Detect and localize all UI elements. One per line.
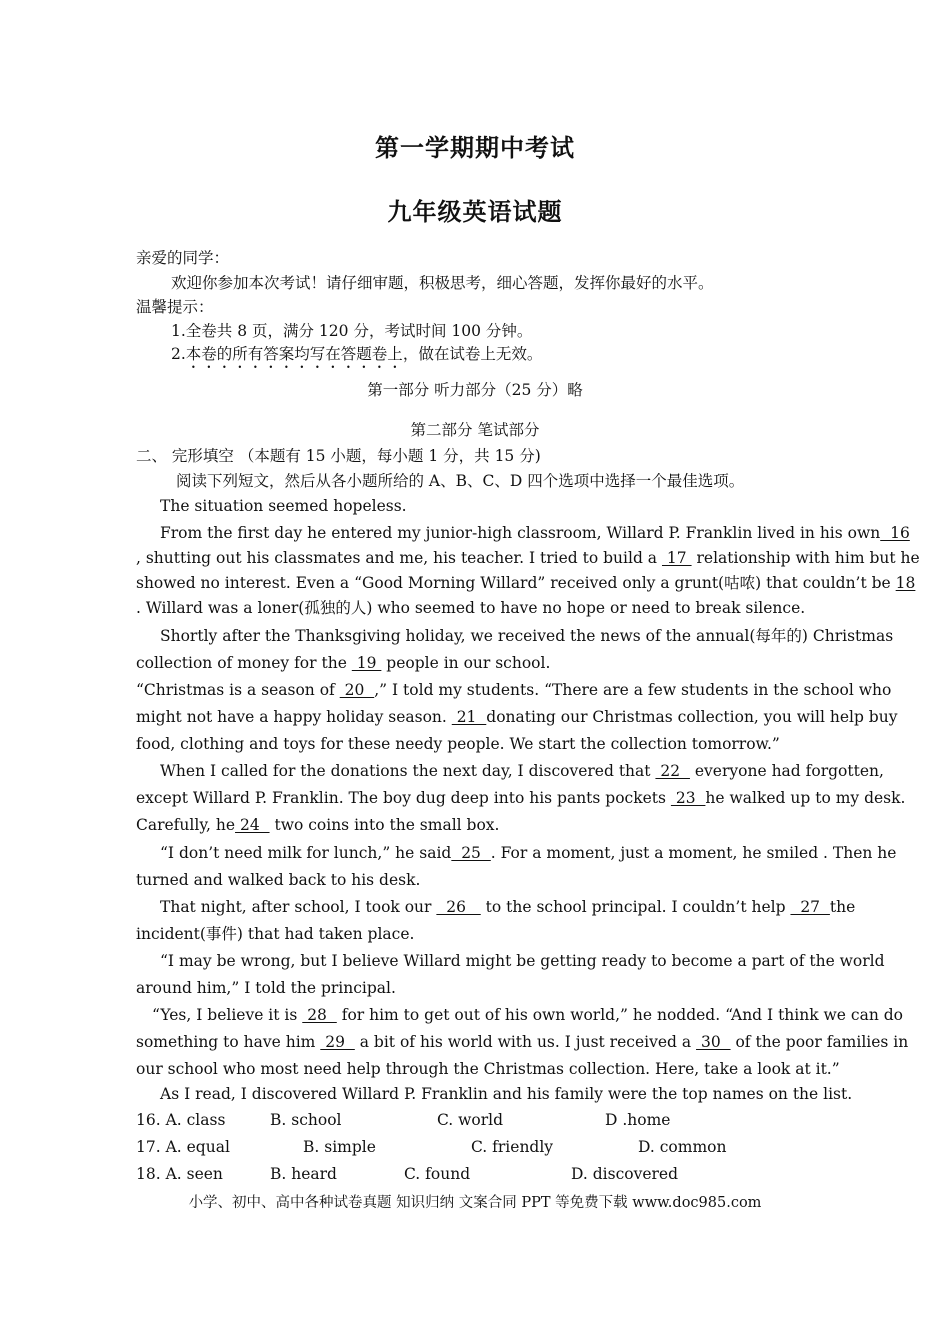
paragraph-3: “Christmas is a season of 20 ,” I told my students. “There are a few students in the school who might not have a happy holiday season. 21 donating our Christmas collection, you will help buy food, clothing and toys for these needy people. We start the collection tomorrow.” [136, 681, 898, 753]
option-d[interactable]: D. discovered [571, 1165, 679, 1183]
passage-line: The situation seemed hopeless. [160, 497, 407, 515]
blank-20[interactable]: 20 [339, 681, 375, 699]
blank-23[interactable]: 23 [670, 789, 706, 807]
paragraph-2: Shortly after the Thanksgiving holiday, we received the news of the annual(每年的) Christmas collection of money for the 19 people in our school. [136, 627, 894, 672]
paragraph-6: That night, after school, I took our 26 to the school principal. I couldn’t help 27 the incident(事件) that had taken place. [136, 898, 856, 943]
blank-19[interactable]: 19 [351, 654, 382, 672]
blank-25[interactable]: 25 [451, 844, 491, 862]
exam-title: 第一学期期中考试 [375, 134, 575, 162]
page-footer: 小学、初中、高中各种试卷真题 知识归纳 文案合同 PPT 等免费下载 www.doc985.com [188, 1195, 762, 1211]
blank-18[interactable]: 18 [895, 574, 916, 592]
tips-label: 温馨提示： [136, 298, 214, 316]
option-a[interactable]: 18. A. seen [136, 1165, 223, 1183]
tip-2-emphasis: 本卷的所有答案均写在答题卷上 [185, 345, 403, 363]
option-a[interactable]: 17. A. equal [136, 1138, 230, 1156]
blank-27[interactable]: 27 [790, 898, 830, 916]
option-d[interactable]: D. common [638, 1138, 727, 1156]
paragraph-7: “I may be wrong, but I believe Willard might be getting ready to become a part of the world around him,” I told the principal. [136, 952, 885, 997]
exam-subtitle: 九年级英语试题 [387, 198, 563, 226]
option-c[interactable]: C. found [404, 1165, 471, 1183]
blank-22[interactable]: 22 [655, 762, 690, 780]
blank-30[interactable]: 30 [696, 1033, 731, 1051]
option-b[interactable]: B. simple [303, 1138, 376, 1156]
section-instruction: 阅读下列短文，然后从各小题所给的 A、B、C、D 四个选项中选择一个最佳选项。 [176, 472, 745, 490]
blank-16[interactable]: 16 [880, 524, 910, 542]
blank-26[interactable]: 26 [436, 898, 481, 916]
paragraph-1: From the first day he entered my junior-high classroom, Willard P. Franklin lived in his own 16 , shutting out his classmates and me, his teacher. I tried to build a 17 relationship with him but he showed no interest. Even a “Good Morning Willard” received only a grunt(咕哝) that couldn’t be 18 . Willard was a loner(孤独的人) who seemed to have no hope or need to break silence. [136, 524, 920, 617]
blank-21[interactable]: 21 [451, 708, 487, 726]
option-b[interactable]: B. heard [270, 1165, 337, 1183]
paragraph-8: “Yes, I believe it is 28 for him to get out of his own world,” he nodded. “And I think we can do something to have him 29 a bit of his world with us. I just received a 30 of the poor families in our school who most need help through the Christmas collection. Here, take a look at it.” [136, 1006, 909, 1078]
tip-2: 2.本卷的所有答案均写在答题卷上，做在试卷上无效。 [171, 345, 543, 363]
greeting: 亲爱的同学： [136, 249, 230, 267]
blank-29[interactable]: 29 [320, 1033, 355, 1051]
option-d[interactable]: D .home [605, 1111, 671, 1129]
part-1-heading: 第一部分 听力部分（25 分）略 [367, 381, 583, 399]
welcome-text: 欢迎你参加本次考试！请仔细审题，积极思考，细心答题，发挥你最好的水平。 [171, 274, 714, 292]
paragraph-4: When I called for the donations the next day, I discovered that 22 everyone had forgotten, except Willard P. Franklin. The boy dug deep into his pants pockets 23 he walked up to my desk. Carefully, he 24 two coins into the small box. [136, 762, 906, 834]
option-a[interactable]: 16. A. class [136, 1111, 226, 1129]
blank-28[interactable]: 28 [302, 1006, 337, 1024]
option-c[interactable]: C. friendly [471, 1138, 554, 1156]
option-c[interactable]: C. world [437, 1111, 504, 1129]
passage-last-line: As I read, I discovered Willard P. Franklin and his family were the top names on the list. [160, 1085, 853, 1103]
section-heading: 二、 完形填空 （本题有 15 小题，每小题 1 分，共 15 分) [136, 447, 541, 465]
blank-24[interactable]: 24 [235, 816, 270, 834]
blank-17[interactable]: 17 [661, 549, 692, 567]
paragraph-5: “I don’t need milk for lunch,” he said 25 . For a moment, just a moment, he smiled . Then he turned and walked back to his desk. [136, 844, 897, 889]
option-b[interactable]: B. school [270, 1111, 342, 1129]
tip-1: 1.全卷共 8 页，满分 120 分，考试时间 100 分钟。 [171, 322, 533, 340]
part-2-heading: 第二部分 笔试部分 [410, 421, 540, 439]
